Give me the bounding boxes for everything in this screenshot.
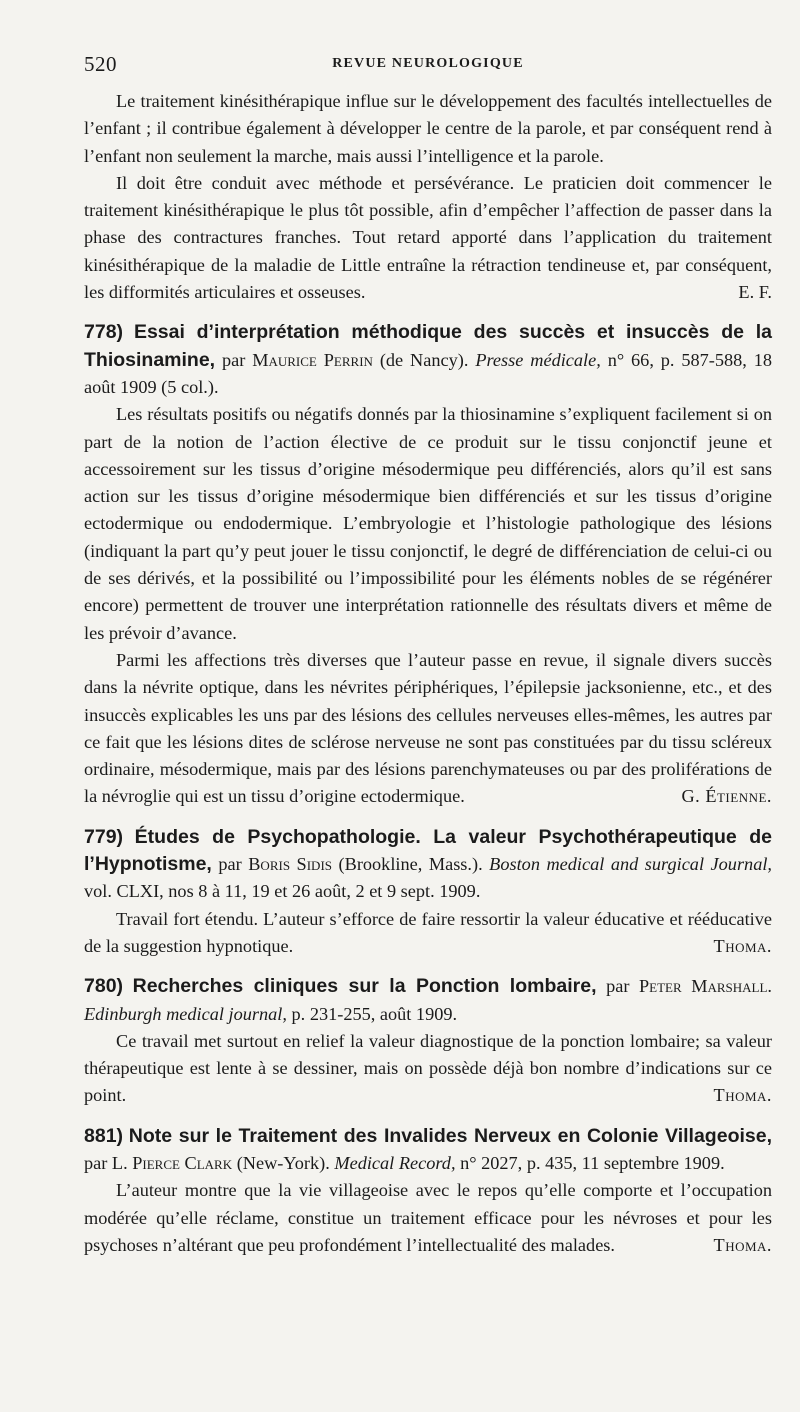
entry-citation (84, 824, 772, 906)
entry-place: (de Nancy). (379, 349, 469, 370)
running-title: REVUE NEUROLOGIQUE (332, 56, 524, 71)
entry-details: vol. CLXI, nos 8 à 11, 19 et 26 août, 2 et 9 sept. 1909. (84, 881, 481, 902)
entry-paragraph-text: Parmi les affections très diverses que l’auteur passe en revue, il signale divers succès dans la névrite optique, dans les névrites périphériques, l’épilepsie jacksonienne, etc., et des insuccès explicables les uns par des lésions des cellules nerveuses elles-mêmes, les autres par ce fait que les lésions dites de sclérose nerveuse ne sont pas constituées par du tissu scléreux ordinaire, mésodermique, mais par des lésions parenchymateuses ou par des proliférations de la névroglie qui est un tissu d’origine ectodermique. (84, 649, 772, 807)
entry-title: Études de Psychopathologie. La valeur Psychothérapeutique de l’Hypnotisme, (84, 825, 772, 876)
entry-signature: Thoma. (713, 935, 772, 956)
entry-paragraph-text: Ce travail met surtout en relief la valeur diagnostique de la ponction lombaire; sa valeur thérapeutique est lente à se dessiner, mais on possède déjà bon nombre d’indications sur ce point. (84, 1030, 772, 1106)
entry-journal: Presse médicale, (475, 349, 601, 370)
entry-paragraph (84, 906, 772, 961)
abstract-entry-778 (84, 319, 772, 810)
abstract-entry-881 (84, 1123, 772, 1259)
entry-title: Recherches cliniques sur la Ponction lombaire, (132, 975, 597, 998)
entry-paragraph (84, 1028, 772, 1110)
entry-by: par (218, 854, 242, 875)
entry-title: Essai d’interprétation méthodique des succès et insuccès de la Thiosinamine, (84, 321, 772, 371)
intro-signature: E. F. (738, 282, 772, 303)
entry-citation (84, 319, 772, 401)
entry-author: Boris Sidis (248, 854, 333, 875)
entry-number: 881) (84, 1124, 124, 1147)
entry-by: par (84, 1152, 108, 1173)
entry-details: p. 231-255, août 1909. (291, 1003, 458, 1024)
entry-by: par (606, 976, 630, 997)
entry-signature: G. Étienne. (681, 786, 772, 807)
entry-signature: Thoma. (713, 1234, 772, 1255)
entry-details: n° 66, p. 587-588, 18 août 1909 (5 col.). (84, 349, 773, 397)
abstract-entry-780 (84, 973, 772, 1109)
entry-paragraph-text: L’auteur montre que la vie villageoise avec le repos qu’elle comporte et l’occupation modérée qu’elle réclame, constitue un traitement efficace pour les névroses et pour les psychoses n’altérant que peu profondément l’intellectualité des malades. (84, 1180, 772, 1255)
intro-paragraph-2 (84, 170, 772, 306)
entry-author: Peter Marshall. (638, 976, 772, 997)
entry-paragraph: Les résultats positifs ou négatifs donnés par la thiosinamine s’expliquent facilement si on part de la notion de l’action élective de ce produit sur le tissu conjonctif jeune et accessoirement sur les tissus d’origine mésodermique peu différenciés, alors qu’il est sans action sur les tissus d’origine mésodermique bien différenciés et sur les tissus d’origine ectodermique ou endodermique. L’embryologie et l’histologie pathologique des lésions (indiquant la part qu’y peut jouer le tissu conjonctif, le degré de différenciation de celui-ci ou de ses dérivés, et la possibilité ou l’impossibilité pour les éléments nobles de se régénérer encore) permettent de trouver une interprétation rationnelle des résultats divers et même de les prévoir d’avance. (84, 404, 772, 643)
entry-number: 779) (84, 825, 124, 848)
entry-paragraph-text: Travail fort étendu. L’auteur s’efforce de faire ressortir la valeur éducative et rééducative de la suggestion hypnotique. (84, 908, 772, 956)
entry-paragraph (84, 647, 772, 811)
abstract-entry-779 (84, 824, 772, 960)
entry-paragraph (84, 1177, 772, 1259)
intro-paragraph-1: Le traitement kinésithérapique influe sur le développement des facultés intellectuelles de l’enfant ; il contribue également à développer le centre de la parole, et par conséquent rend à l’enfant non seulement la marche, mais aussi l’intelligence et la parole. (84, 91, 772, 166)
entry-place: (Brookline, Mass.). (338, 854, 483, 875)
entry-title: Note sur le Traitement des Invalides Nerveux en Colonie Villageoise, (128, 1124, 773, 1147)
entry-number: 778) (84, 321, 124, 344)
page-header (84, 52, 772, 82)
entry-signature: Thoma. (713, 1085, 772, 1106)
page-number: 520 (84, 52, 117, 76)
entry-author: L. Pierce Clark (111, 1152, 233, 1173)
entry-by: par (222, 349, 246, 370)
entry-author: Maurice Perrin (252, 349, 373, 370)
intro-paragraph-2-text: Il doit être conduit avec méthode et persévérance. Le praticien doit commencer le traitement kinésithérapique le plus tôt possible, afin d’empêcher l’affection de passer dans la phase des contractures franches. Tout retard apporté dans l’application du traitement kinésithérapique de la maladie de Little entraîne la rétraction tendineuse et, par conséquent, les difformités articulaires et osseuses. (84, 172, 772, 303)
entry-citation (84, 1123, 772, 1178)
entry-journal: Medical Record, (334, 1152, 456, 1173)
entry-place: (New-York). (236, 1152, 330, 1173)
entry-journal: Edinburgh medical journal, (84, 1003, 287, 1024)
page-body (84, 88, 772, 1259)
entry-details: n° 2027, p. 435, 11 septembre 1909. (460, 1152, 725, 1173)
entry-number: 780) (84, 975, 124, 998)
entry-journal: Boston medical and surgical Journal, (489, 854, 772, 875)
entry-citation (84, 973, 772, 1028)
